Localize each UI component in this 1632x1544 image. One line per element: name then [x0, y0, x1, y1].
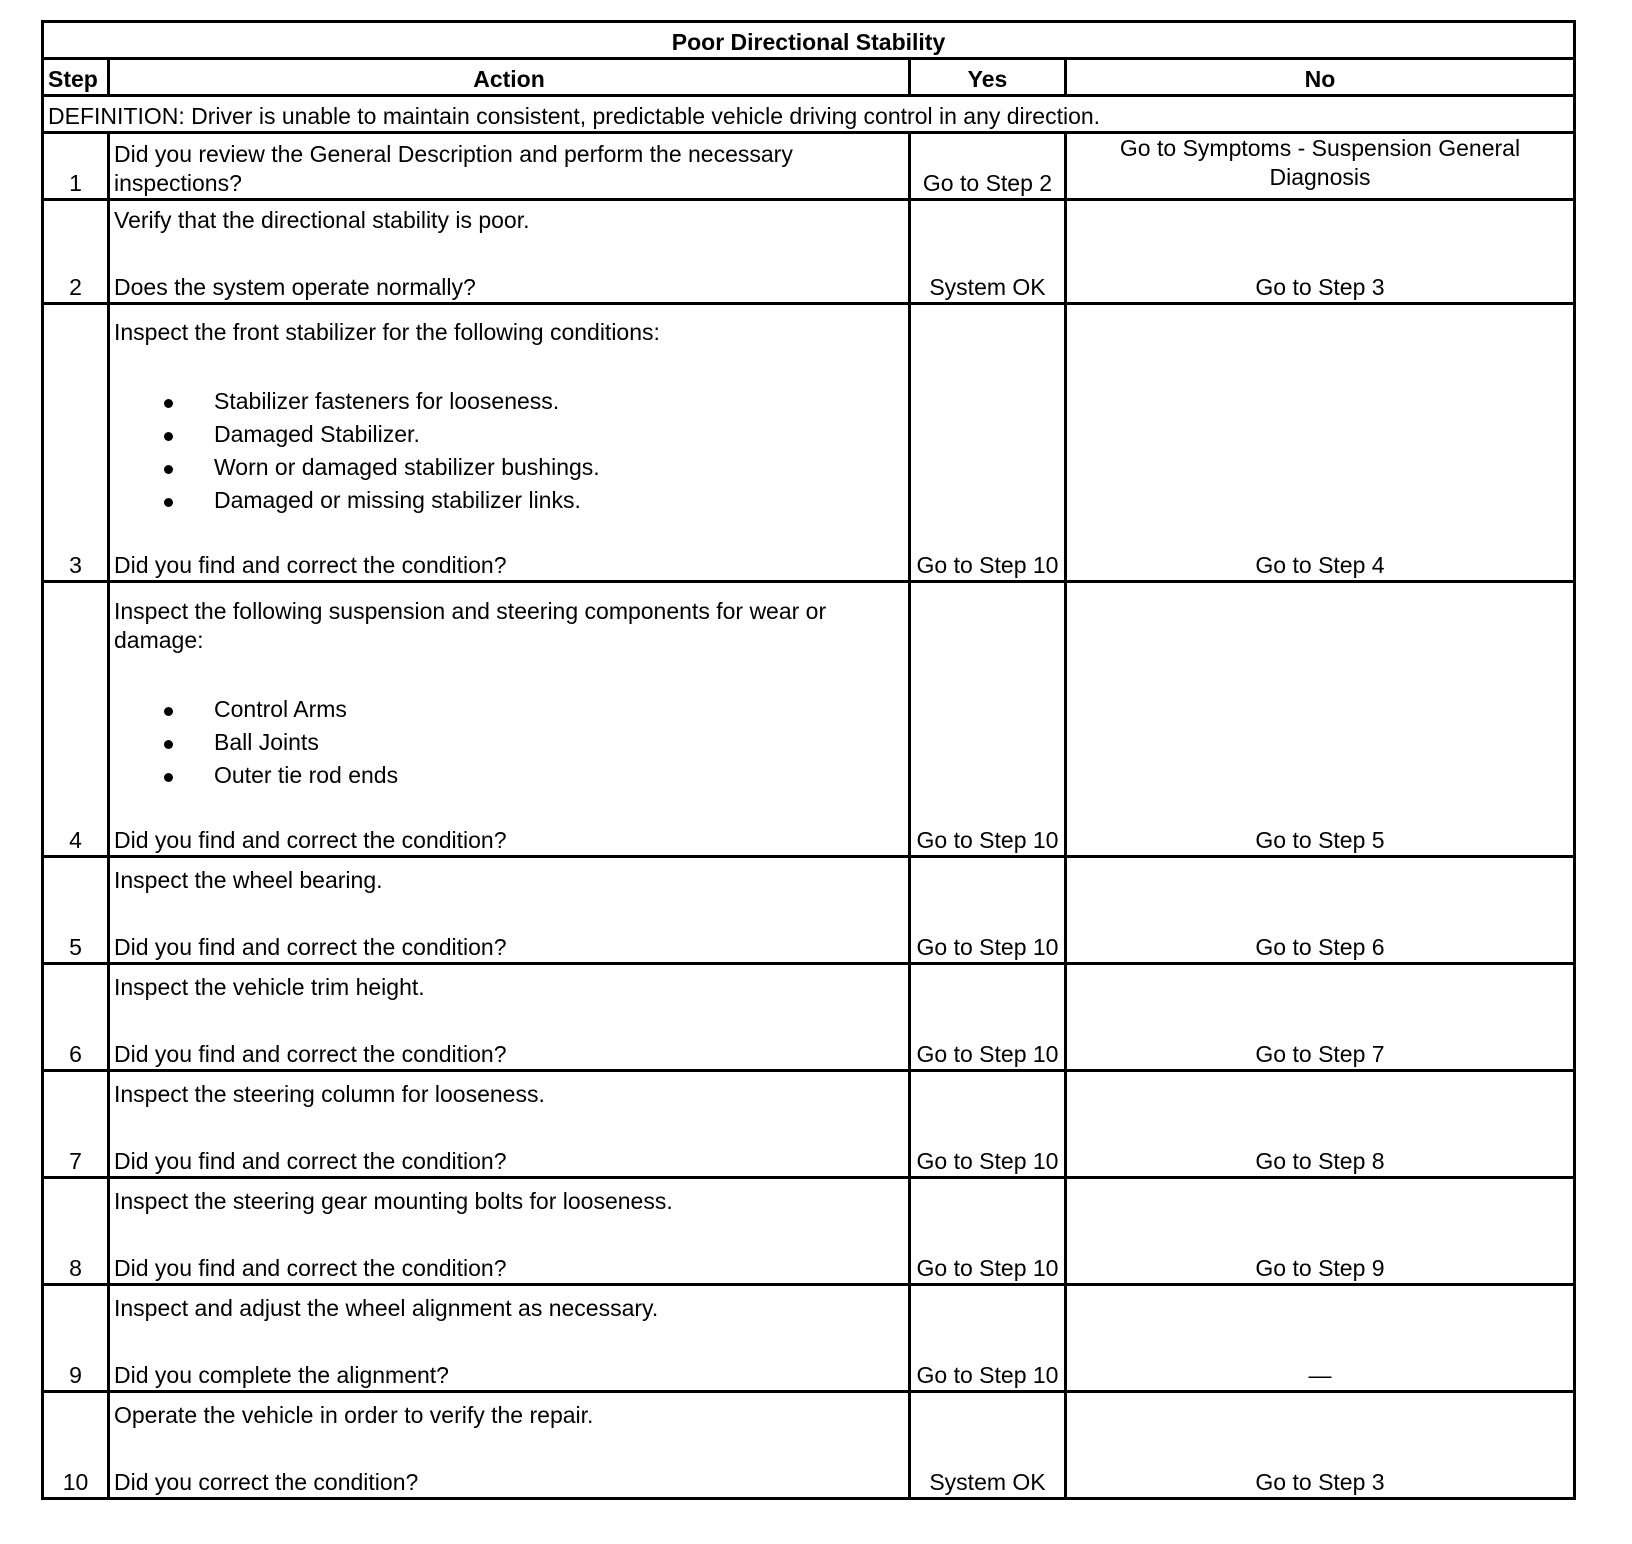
step-number: 10	[43, 1392, 109, 1499]
step-number: 1	[43, 133, 109, 200]
bullet-item: Damaged or missing stabilizer links.	[114, 484, 904, 517]
no-cell: —	[1066, 1285, 1575, 1392]
table-row	[43, 964, 1575, 1071]
no-cell: Go to Step 5	[1066, 582, 1575, 857]
table-row	[43, 1071, 1575, 1178]
action-intro: Inspect and adjust the wheel alignment as necessary.	[114, 1295, 659, 1321]
step-number: 6	[43, 964, 109, 1071]
action-intro: Inspect the wheel bearing.	[114, 867, 383, 893]
step-number: 9	[43, 1285, 109, 1392]
no-cell: Go to Step 6	[1066, 857, 1575, 964]
action-question: Did you complete the alignment?	[114, 1362, 449, 1388]
yes-cell: Go to Step 2	[910, 133, 1066, 200]
action-cell	[109, 1178, 910, 1285]
table-row	[43, 200, 1575, 304]
yes-cell: Go to Step 10	[910, 582, 1066, 857]
title-row	[43, 22, 1575, 59]
header-yes: Yes	[910, 59, 1066, 96]
yes-cell: Go to Step 10	[910, 964, 1066, 1071]
step-number: 7	[43, 1071, 109, 1178]
action-question: Did you find and correct the condition?	[114, 934, 507, 960]
action-cell	[109, 133, 910, 200]
yes-cell: System OK	[910, 1392, 1066, 1499]
yes-cell: Go to Step 10	[910, 1178, 1066, 1285]
definition-row	[43, 96, 1575, 133]
action-intro: Inspect the vehicle trim height.	[114, 974, 425, 1000]
step-number: 4	[43, 582, 109, 857]
yes-cell: Go to Step 10	[910, 304, 1066, 582]
action-question: Did you find and correct the condition?	[114, 827, 507, 853]
table-row	[43, 304, 1575, 582]
action-question: Does the system operate normally?	[114, 274, 476, 300]
table-title: Poor Directional Stability	[43, 22, 1575, 59]
step-number: 2	[43, 200, 109, 304]
action-text: Did you review the General Description and perform the necessary inspections?	[114, 141, 793, 196]
action-intro: Operate the vehicle in order to verify the repair.	[114, 1402, 594, 1428]
bullet-item: Worn or damaged stabilizer bushings.	[114, 451, 904, 484]
table-row	[43, 857, 1575, 964]
action-cell	[109, 304, 910, 582]
table-row	[43, 1285, 1575, 1392]
no-cell: Go to Symptoms - Suspension General Diagnosis	[1066, 133, 1575, 200]
bullet-item: Damaged Stabilizer.	[114, 418, 904, 451]
bullet-item: Control Arms	[114, 693, 904, 726]
action-intro: Inspect the following suspension and steering components for wear or damage:	[114, 598, 827, 653]
no-cell: Go to Step 8	[1066, 1071, 1575, 1178]
action-question: Did you correct the condition?	[114, 1469, 419, 1495]
action-cell	[109, 1392, 910, 1499]
no-cell: Go to Step 9	[1066, 1178, 1575, 1285]
table-row	[43, 133, 1575, 200]
no-cell: Go to Step 7	[1066, 964, 1575, 1071]
yes-cell: Go to Step 10	[910, 857, 1066, 964]
action-intro: Inspect the front stabilizer for the following conditions:	[114, 319, 660, 345]
action-intro: Inspect the steering column for looseness.	[114, 1081, 545, 1107]
action-cell	[109, 857, 910, 964]
step-number: 8	[43, 1178, 109, 1285]
yes-cell: System OK	[910, 200, 1066, 304]
diagnostic-table	[41, 20, 1576, 1500]
action-question: Did you find and correct the condition?	[114, 552, 507, 578]
no-cell: Go to Step 3	[1066, 1392, 1575, 1499]
action-question: Did you find and correct the condition?	[114, 1041, 507, 1067]
table-row	[43, 1392, 1575, 1499]
header-action: Action	[109, 59, 910, 96]
no-cell: Go to Step 4	[1066, 304, 1575, 582]
step-number: 5	[43, 857, 109, 964]
yes-cell: Go to Step 10	[910, 1071, 1066, 1178]
bullet-item: Stabilizer fasteners for looseness.	[114, 385, 904, 418]
no-cell: Go to Step 3	[1066, 200, 1575, 304]
bullet-item: Outer tie rod ends	[114, 759, 904, 792]
header-row	[43, 59, 1575, 96]
action-cell	[109, 1285, 910, 1392]
table-row	[43, 582, 1575, 857]
action-question: Did you find and correct the condition?	[114, 1255, 507, 1281]
action-intro: Inspect the steering gear mounting bolts for looseness.	[114, 1188, 673, 1214]
action-cell	[109, 964, 910, 1071]
yes-cell: Go to Step 10	[910, 1285, 1066, 1392]
action-cell	[109, 582, 910, 857]
header-no: No	[1066, 59, 1575, 96]
action-question: Did you find and correct the condition?	[114, 1148, 507, 1174]
action-cell	[109, 200, 910, 304]
bullet-item: Ball Joints	[114, 726, 904, 759]
table-row	[43, 1178, 1575, 1285]
action-cell	[109, 1071, 910, 1178]
action-intro: Verify that the directional stability is poor.	[114, 207, 530, 233]
header-step: Step	[43, 59, 109, 96]
step-number: 3	[43, 304, 109, 582]
definition-text: DEFINITION: Driver is unable to maintain consistent, predictable vehicle driving control in any direction.	[43, 96, 1575, 133]
